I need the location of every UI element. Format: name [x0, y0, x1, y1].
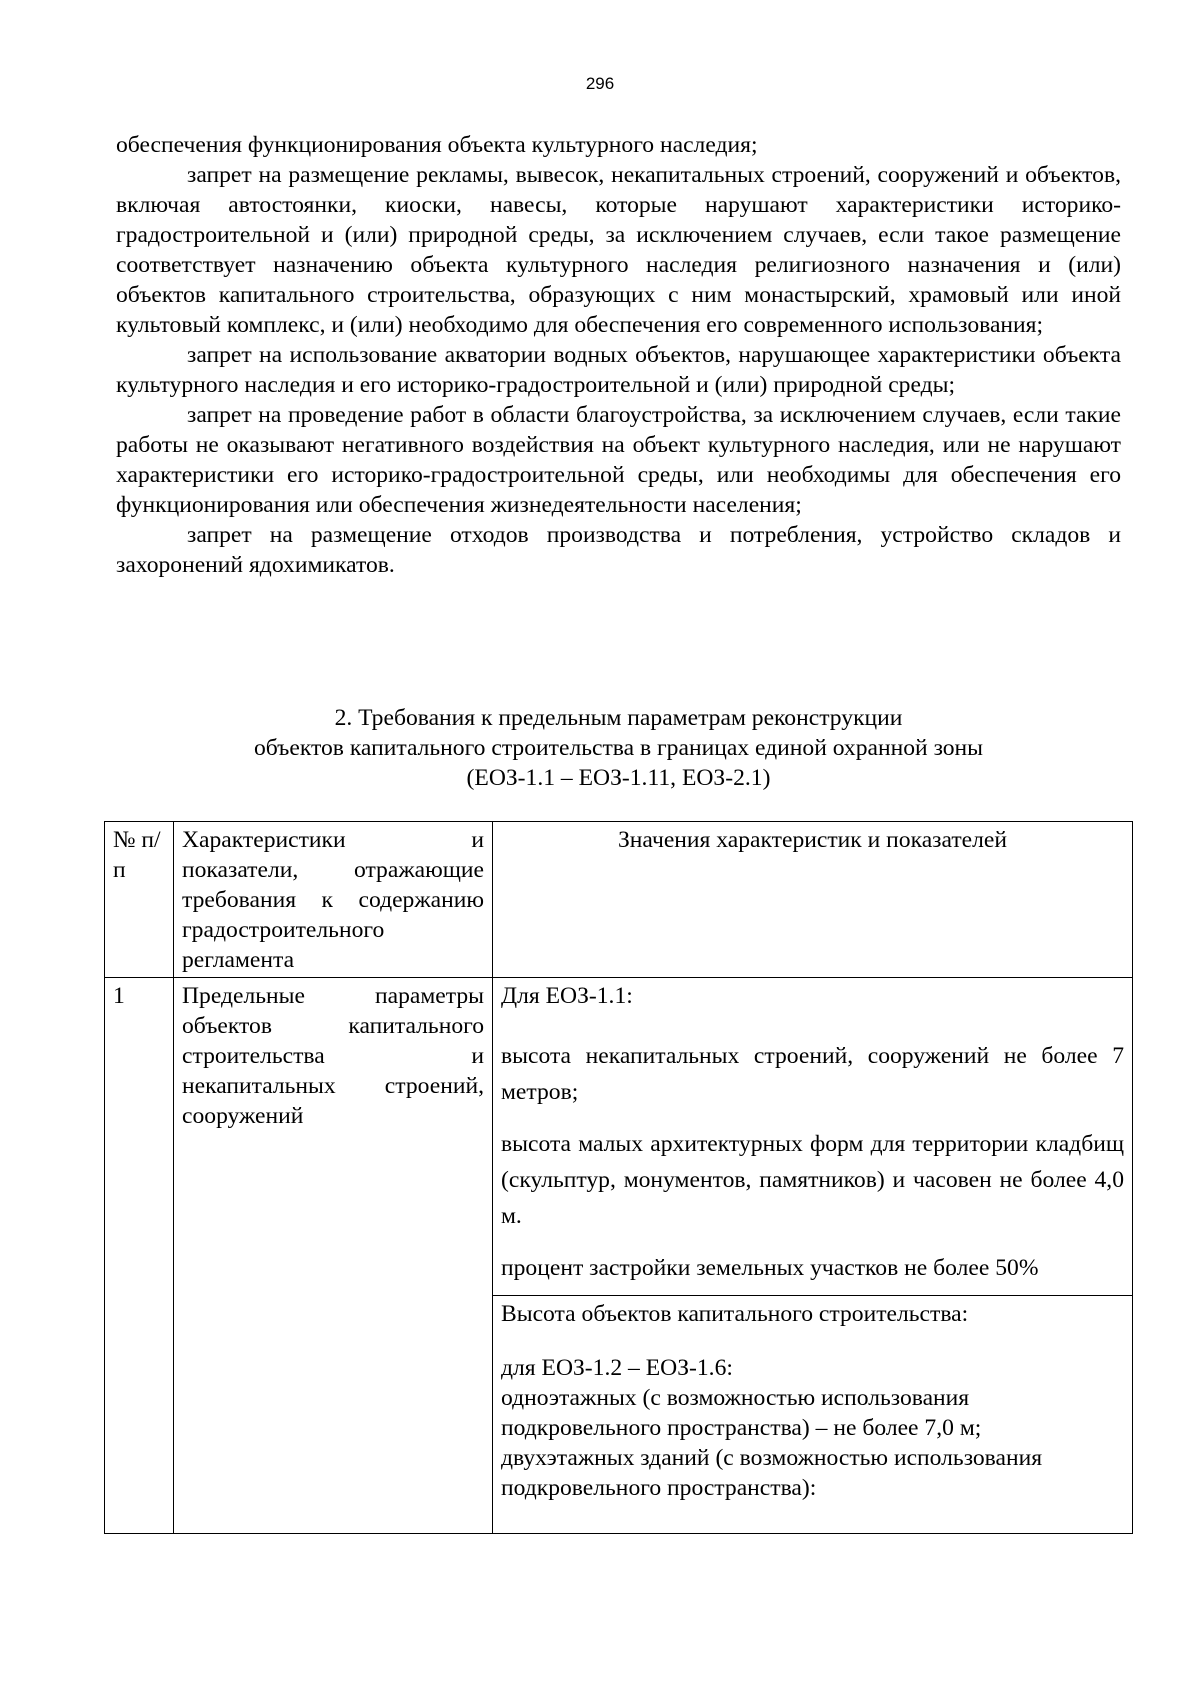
- values-item: высота некапитальных строений, сооружений не более 7 метров;: [501, 1043, 1124, 1105]
- values-heading: Для ЕОЗ-1.1:: [501, 983, 633, 1009]
- values-item: высота малых архитектурных форм для территории кладбищ (скульптур, монументов, памятников) и часовен не более 4,0 м.: [501, 1131, 1124, 1229]
- section-title-line: объектов капитального строительства в границах единой охранной зоны: [253, 735, 984, 761]
- row-num-cell: 1: [105, 978, 174, 1534]
- values-cell-eoz-1-1: [493, 978, 1133, 1296]
- page-number: 296: [585, 74, 615, 93]
- header-characteristics-cell: Характеристики и показатели, отражающие требования к содержанию градостроительного регламента: [174, 822, 493, 978]
- section-title-line: (ЕОЗ-1.1 – ЕОЗ-1.11, ЕОЗ-2.1): [466, 765, 771, 791]
- regulations-table: [104, 821, 1133, 1534]
- paragraph: обеспечения функционирования объекта культурного наследия;: [116, 132, 758, 158]
- values-cell-height: [493, 1296, 1133, 1534]
- values-subheading: для ЕОЗ-1.2 – ЕОЗ-1.6:: [501, 1355, 733, 1381]
- table-header-row: [105, 822, 1133, 978]
- header-num-cell: № п/п: [105, 822, 174, 978]
- table-row: [105, 978, 1133, 1296]
- row-characteristics-cell: Предельные параметры объектов капитального строительства и некапитальных строений, сооружений: [174, 978, 493, 1534]
- values-item: процент застройки земельных участков не более 50%: [501, 1255, 1039, 1281]
- paragraph: запрет на проведение работ в области благоустройства, за исключением случаев, если такие работы не оказывают негативного воздействия на объект культурного наследия, или не нарушают характеристики его историко-градостроительной среды, или необходимы для обеспечения его функционирования или обеспечения жизнедеятельности населения;: [116, 402, 1121, 518]
- section-title: [116, 703, 1121, 793]
- section-title-line: 2. Требования к предельным параметрам реконструкции: [334, 705, 903, 731]
- header-values-cell: Значения характеристик и показателей: [493, 822, 1133, 978]
- body-text: [116, 130, 1121, 580]
- values-item: одноэтажных (с возможностью использования подкровельного пространства) – не более 7,0 м;: [501, 1385, 982, 1441]
- paragraph: запрет на размещение отходов производства и потребления, устройство складов и захоронений ядохимикатов.: [116, 522, 1121, 578]
- paragraph: запрет на использование акватории водных объектов, нарушающее характеристики объекта культурного наследия и его историко-градостроительной и (или) природной среды;: [116, 342, 1121, 398]
- values-heading: Высота объектов капитального строительства:: [501, 1301, 969, 1327]
- paragraph: запрет на размещение рекламы, вывесок, некапитальных строений, сооружений и объектов, включая автостоянки, киоски, навесы, которые нарушают характеристики историко-градостроительной и (или) природной среды, за исключением случаев, если такое размещение соответствует назначению объекта культурного наследия религиозного назначения и (или) объектов капитального строительства, образующих с ним монастырский, храмовый или иной культовый комплекс, и (или) необходимо для обеспечения его современного использования;: [116, 162, 1121, 338]
- values-item: двухэтажных зданий (с возможностью использования подкровельного пространства):: [501, 1445, 1043, 1501]
